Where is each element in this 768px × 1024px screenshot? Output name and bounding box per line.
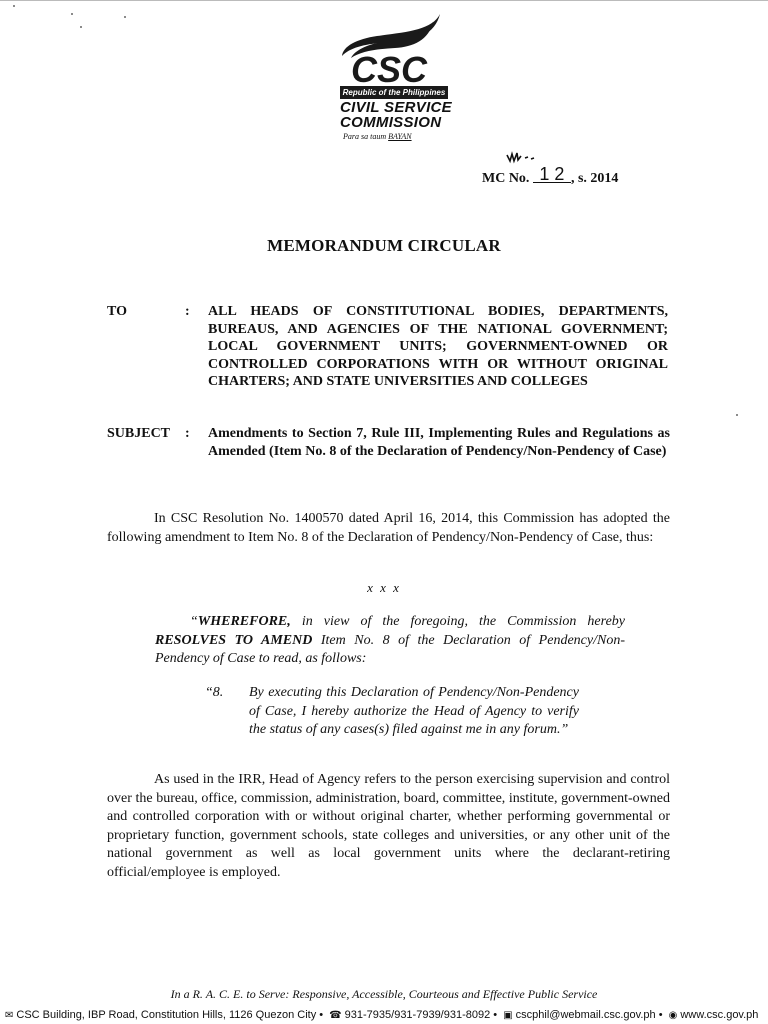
mail-icon: ✉ (5, 1010, 14, 1021)
footer-contact-line (2, 1008, 768, 1023)
to-colon: : (185, 304, 190, 319)
quote-wherefore: WHEREFORE, (197, 614, 291, 629)
logo-tagline-prefix: Para sa taum (343, 132, 387, 141)
to-addressees: ALL HEADS OF CONSTITUTIONAL BODIES, DEPARTMENTS, BUREAUS, AND AGENCIES OF THE NATIONAL GOVERNMENT; LOCAL GOVERNMENT UNITS; GOVERNMENT-OWNED OR CONTROLLED CORPORATIONS WITH OR WITHOUT ORIGINAL CHARTERS; AND STATE UNIVERSITIES AND COLLEGES (208, 304, 668, 389)
amended-item-text: By executing this Declaration of Pendency/Non-Pendency of Case, I hereby authorize the Head of Agency to verify the status of any cases(s) filed against me in any forum.” (249, 685, 579, 737)
mc-series: , s. 2014 (570, 171, 619, 186)
resolution-quote (155, 613, 625, 669)
initials-scribble-icon (506, 151, 540, 165)
page-top-border (0, 0, 768, 1)
svg-text:CSC: CSC (351, 49, 428, 86)
definition-paragraph: As used in the IRR, Head of Agency refers to the person exercising supervision and control over the bureau, office, commission, administration, board, committee, institute, government-owned and controlled corporation with or without original charter, whether performing governmental or proprietary function, government schools, state colleges and universities, or any other unit of the national government as well as local government units where the declarant-retiring official/employee is employed. (107, 772, 670, 880)
footer-address: CSC Building, IBP Road, Constitution Hills, 1126 Quezon City (16, 1009, 317, 1021)
computer-icon: ▣ (503, 1010, 513, 1021)
quote-middle: in view of the foregoing, the Commission hereby (290, 614, 625, 629)
footer-motto: In a R. A. C. E. to Serve: Responsive, Accessible, Courteous and Effective Public Service (170, 987, 598, 1001)
to-label: TO (107, 304, 127, 319)
logo-republic-band: Republic of the Philippines (340, 86, 448, 99)
csc-logo (337, 12, 453, 144)
amended-item-number: “8. (205, 685, 224, 700)
quote-open-mark: “ (190, 614, 198, 629)
footer-bullet: • (493, 1009, 498, 1021)
scan-speck (736, 414, 738, 416)
section-separator: x x x (367, 580, 401, 595)
footer-website[interactable]: www.csc.gov.ph (680, 1009, 759, 1021)
scan-speck (13, 5, 15, 7)
quote-end: Item No. 8 of the Declaration of Pendency/Non-Pendency of Case to read, as follows: (155, 632, 625, 666)
scan-speck (80, 26, 82, 28)
phone-icon: ☎ (329, 1010, 342, 1021)
footer-email[interactable]: cscphil@webmail.csc.gov.ph (515, 1009, 656, 1021)
footer-phone: 931-7935/931-7939/931-8092 (344, 1009, 491, 1021)
subject-text: Amendments to Section 7, Rule III, Implementing Rules and Regulations as Amended (Item No. 8 of the Declaration of Pendency/Non-Pendency of Case) (208, 426, 670, 459)
mc-prefix: MC No. (482, 171, 530, 186)
logo-name-line1: CIVIL SERVICE (340, 99, 452, 116)
mc-number: 1 2 (533, 166, 571, 183)
document-title: MEMORANDUM CIRCULAR (267, 236, 501, 255)
subject-label: SUBJECT (107, 426, 171, 441)
csc-logo-icon (337, 12, 453, 86)
logo-tagline-emphasis: BAYAN (388, 132, 412, 141)
scan-speck (124, 16, 126, 18)
logo-tagline (343, 132, 447, 142)
logo-name-line2: COMMISSION (340, 114, 442, 131)
quote-resolves: RESOLVES TO AMEND (155, 632, 313, 648)
footer-bullet: • (658, 1009, 663, 1021)
globe-icon: ◉ (668, 1010, 678, 1021)
subject-colon: : (185, 426, 190, 441)
scan-speck (71, 13, 73, 15)
footer-bullet: • (319, 1009, 324, 1021)
mc-number-line (482, 164, 619, 188)
intro-paragraph: In CSC Resolution No. 1400570 dated April 16, 2014, this Commission has adopted the following amendment to Item No. 8 of the Declaration of Pendency/Non-Pendency of Case, thus: (107, 511, 670, 545)
